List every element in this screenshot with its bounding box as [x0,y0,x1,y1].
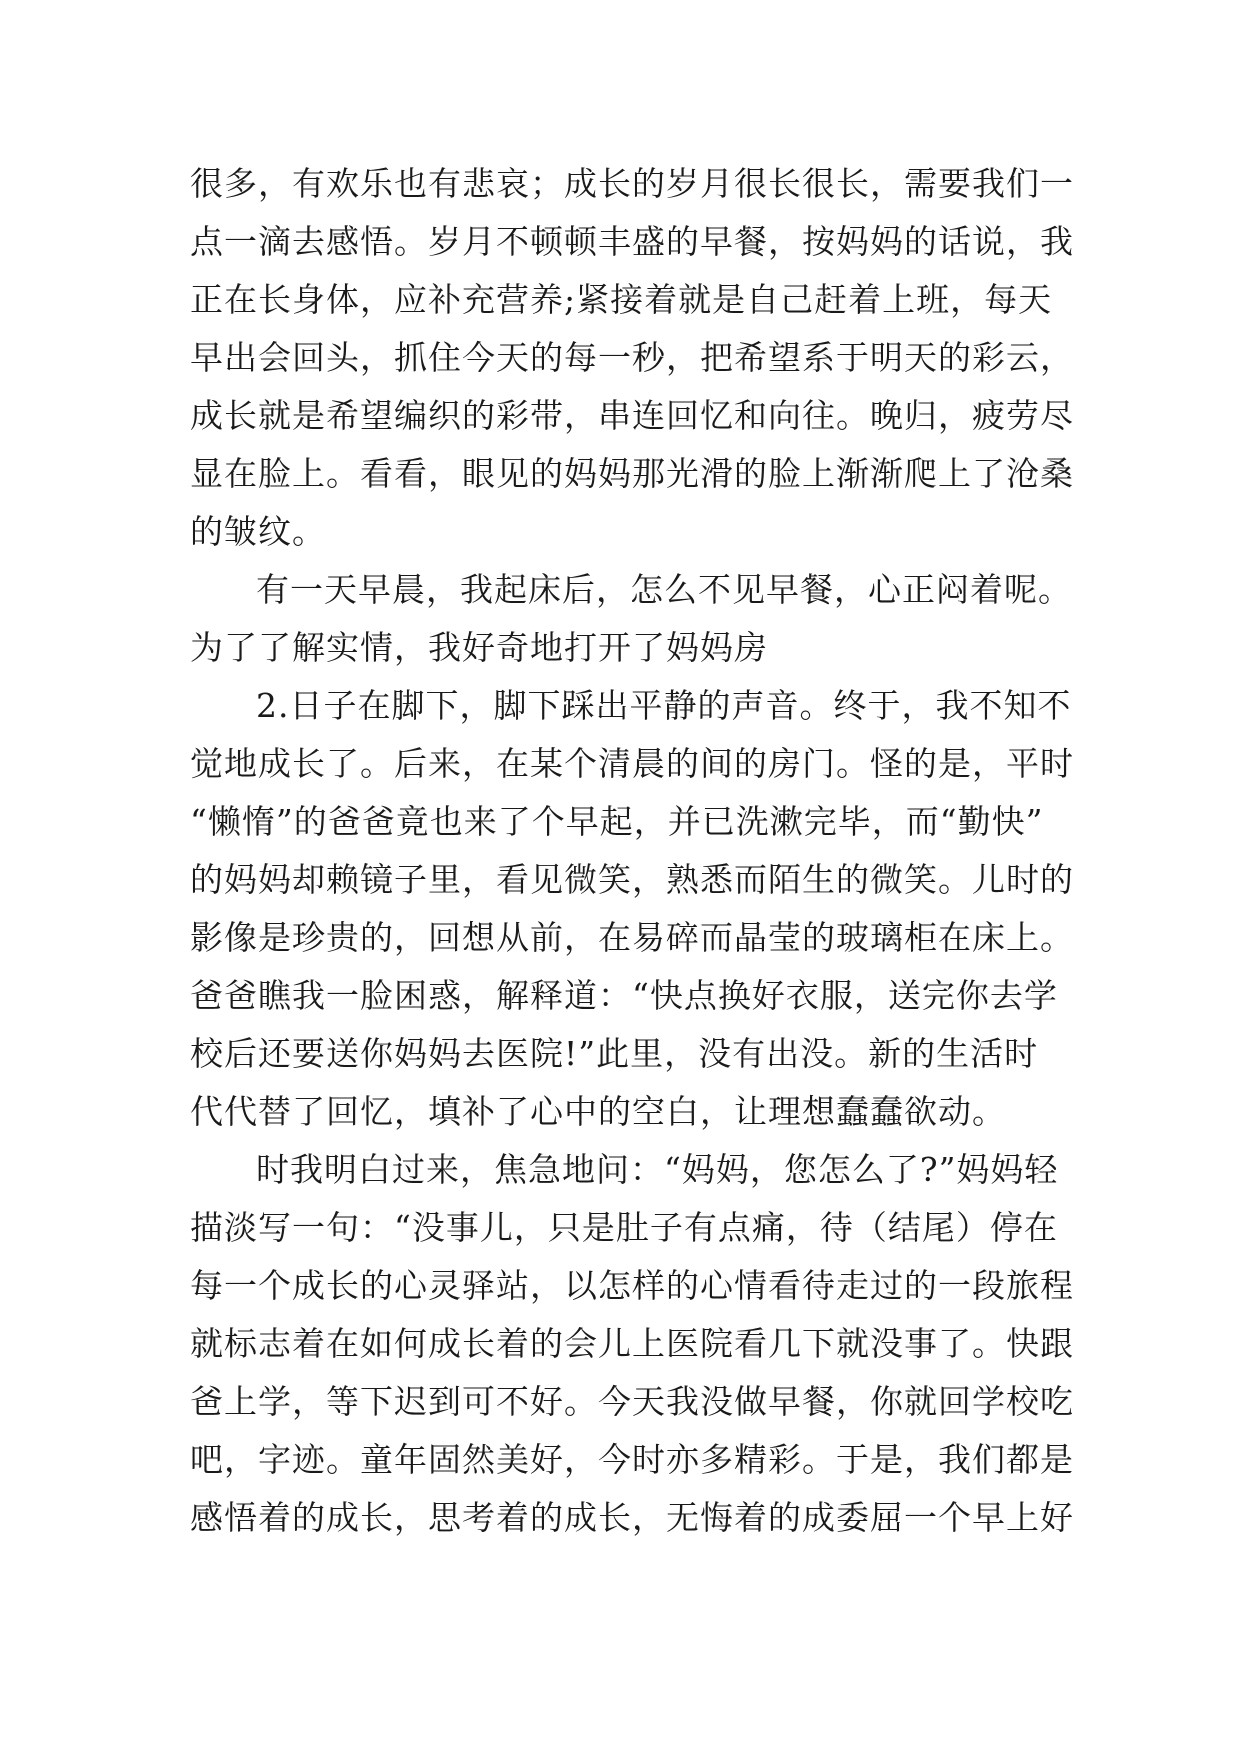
paragraph-start-line: 时我明白过来，焦急地问：“妈妈，您怎么了?”妈妈轻 [256,1150,1059,1189]
text-line: 爸爸瞧我一脸困惑，解释道：“快点换好衣服，送完你去学 [190,976,1058,1015]
text-line: 校后还要送你妈妈去医院!”此里，没有出没。新的生活时 [190,1034,1039,1073]
text-line: 描淡写一句：“没事儿，只是肚子有点痛，待（结尾）停在 [190,1208,1058,1247]
text-line: 觉地成长了。后来，在某个清晨的间的房门。怪的是，平时 [190,744,1074,783]
paragraph-start-line: 有一天早晨，我起床后，怎么不见早餐，心正闷着呢。 [256,570,1072,609]
text-line: 爸上学，等下迟到可不好。今天我没做早餐，你就回学校吃 [190,1382,1074,1421]
text-line: 显在脸上。看看，眼见的妈妈那光滑的脸上渐渐爬上了沧桑 [190,454,1074,493]
text-line: 每一个成长的心灵驿站，以怎样的心情看待走过的一段旅程 [190,1266,1074,1305]
text-line: 的皱纹。 [190,512,326,551]
text-line: 代代替了回忆，填补了心中的空白，让理想蠢蠢欲动。 [190,1092,1006,1131]
text-line: 点一滴去感悟。岁月不顿顿丰盛的早餐，按妈妈的话说，我 [190,222,1074,261]
text-line: 很多，有欢乐也有悲哀；成长的岁月很长很长，需要我们一 [190,164,1074,203]
text-line: 为了了解实情，我好奇地打开了妈妈房 [190,628,768,667]
text-line: 的妈妈却赖镜子里，看见微笑，熟悉而陌生的微笑。儿时的 [190,860,1074,899]
text-line: 正在长身体，应补充营养;紧接着就是自己赶着上班，每天 [190,280,1053,319]
text-line: “懒惰”的爸爸竟也来了个早起，并已洗漱完毕，而“勤快” [190,802,1044,841]
text-line: 影像是珍贵的，回想从前，在易碎而晶莹的玻璃柜在床上。 [190,918,1074,957]
text-line: 感悟着的成长，思考着的成长，无悔着的成委屈一个早上好 [190,1498,1074,1537]
text-line: 成长就是希望编织的彩带，串连回忆和向往。晚归，疲劳尽 [190,396,1074,435]
paragraph-start-line: 2.日子在脚下，脚下踩出平静的声音。终于，我不知不 [256,686,1072,725]
text-line: 吧，字迹。童年固然美好，今时亦多精彩。于是，我们都是 [190,1440,1074,1479]
document-body [190,155,1074,1547]
text-line: 早出会回头，抓住今天的每一秒，把希望系于明天的彩云， [190,338,1074,377]
text-line: 就标志着在如何成长着的会儿上医院看几下就没事了。快跟 [190,1324,1074,1363]
